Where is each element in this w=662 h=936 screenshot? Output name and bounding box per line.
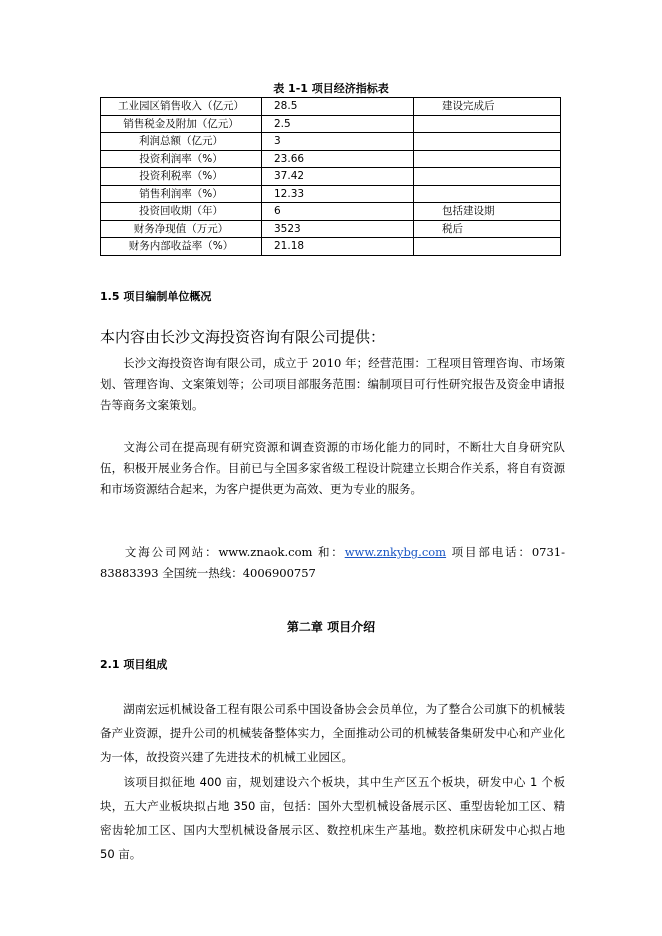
table-row — [101, 185, 561, 203]
indicator-note-cell: 包括建设期 — [414, 203, 561, 221]
indicator-note-cell — [414, 168, 561, 186]
indicator-note-cell — [414, 185, 561, 203]
table-row — [101, 115, 561, 133]
table-row — [101, 150, 561, 168]
indicator-value-cell: 3 — [262, 133, 414, 151]
section-heading-2-1: 2.1 项目组成 — [100, 658, 168, 671]
indicator-value-cell: 3523 — [262, 220, 414, 238]
indicator-value-cell: 37.42 — [262, 168, 414, 186]
indicator-value-cell: 2.5 — [262, 115, 414, 133]
indicator-note-cell — [414, 238, 561, 256]
table-row — [101, 133, 561, 151]
indicator-note-cell: 税后 — [414, 220, 561, 238]
table-row — [101, 203, 561, 221]
indicator-name-cell: 工业园区销售收入（亿元） — [101, 98, 262, 116]
chapter-title: 第二章 项目介绍 — [286, 620, 376, 634]
indicator-name-cell: 投资利润率（%） — [101, 150, 262, 168]
indicator-value-cell: 6 — [262, 203, 414, 221]
indicator-note-cell — [414, 150, 561, 168]
indicator-name-cell: 利润总额（亿元） — [101, 133, 262, 151]
indicator-note-cell — [414, 115, 561, 133]
website-link[interactable]: www.znkybg.com — [344, 545, 447, 559]
section-heading-1-5: 1.5 项目编制单位概况 — [100, 290, 212, 303]
indicator-note-cell: 建设完成后 — [414, 98, 561, 116]
indicator-value-cell: 28.5 — [262, 98, 414, 116]
table-row — [101, 98, 561, 116]
indicator-name-cell: 财务净现值（万元） — [101, 220, 262, 238]
indicator-name-cell: 销售利润率（%） — [101, 185, 262, 203]
table-row — [101, 168, 561, 186]
indicator-name-cell: 投资利税率（%） — [101, 168, 262, 186]
intro-line: 本内容由长沙文海投资咨询有限公司提供： — [100, 328, 386, 346]
indicator-value-cell: 23.66 — [262, 150, 414, 168]
economic-indicators-table — [100, 97, 561, 256]
indicator-value-cell: 12.33 — [262, 185, 414, 203]
company-description-paragraph: 长沙文海投资咨询有限公司，成立于 2010 年；经营范围：工程项目管理咨询、市场策划、管理咨询、文案策划等；公司项目部服务范围：编制项目可行性研究报告及资金申请报告等商务文案策划。 — [100, 356, 565, 412]
project-composition-paragraph: 湖南宏远机械设备工程有限公司系中国设备协会会员单位，为了整合公司旗下的机械装备产业资源，提升公司的机械装备整体实力，全面推动公司的机械装备集研发中心和产业化为一体，故投资兴建了先进技术的机械工业园区。 — [100, 702, 565, 764]
contact-paragraph: 文海公司网站：www.znaok.com 和：www.znkybg.com 项目部电话：0731-83883393 全国统一热线：4006900757 — [100, 545, 565, 580]
table-row — [101, 220, 561, 238]
indicator-name-cell: 销售税金及附加（亿元） — [101, 115, 262, 133]
indicator-note-cell — [414, 133, 561, 151]
table-caption: 表 1-1 项目经济指标表 — [273, 82, 389, 95]
land-plan-paragraph: 该项目拟征地 400 亩，规划建设六个板块，其中生产区五个板块，研发中心 1 个板块，五大产业板块拟占地 350 亩，包括：国外大型机械设备展示区、重型齿轮加工区、精密齿轮加工区、国内大型机械设备展示区、数控机床生产基地。数控机床研发中心拟占地 50 亩。 — [100, 775, 565, 861]
indicator-value-cell: 21.18 — [262, 238, 414, 256]
company-capability-paragraph: 文海公司在提高现有研究资源和调查资源的市场化能力的同时，不断壮大自身研究队伍，积极开展业务合作。目前已与全国多家省级工程设计院建立长期合作关系，将自有资源和市场资源结合起来，为客户提供更为高效、更为专业的服务。 — [100, 440, 565, 496]
indicator-name-cell: 财务内部收益率（%） — [101, 238, 262, 256]
table-row — [101, 238, 561, 256]
indicator-name-cell: 投资回收期（年） — [101, 203, 262, 221]
